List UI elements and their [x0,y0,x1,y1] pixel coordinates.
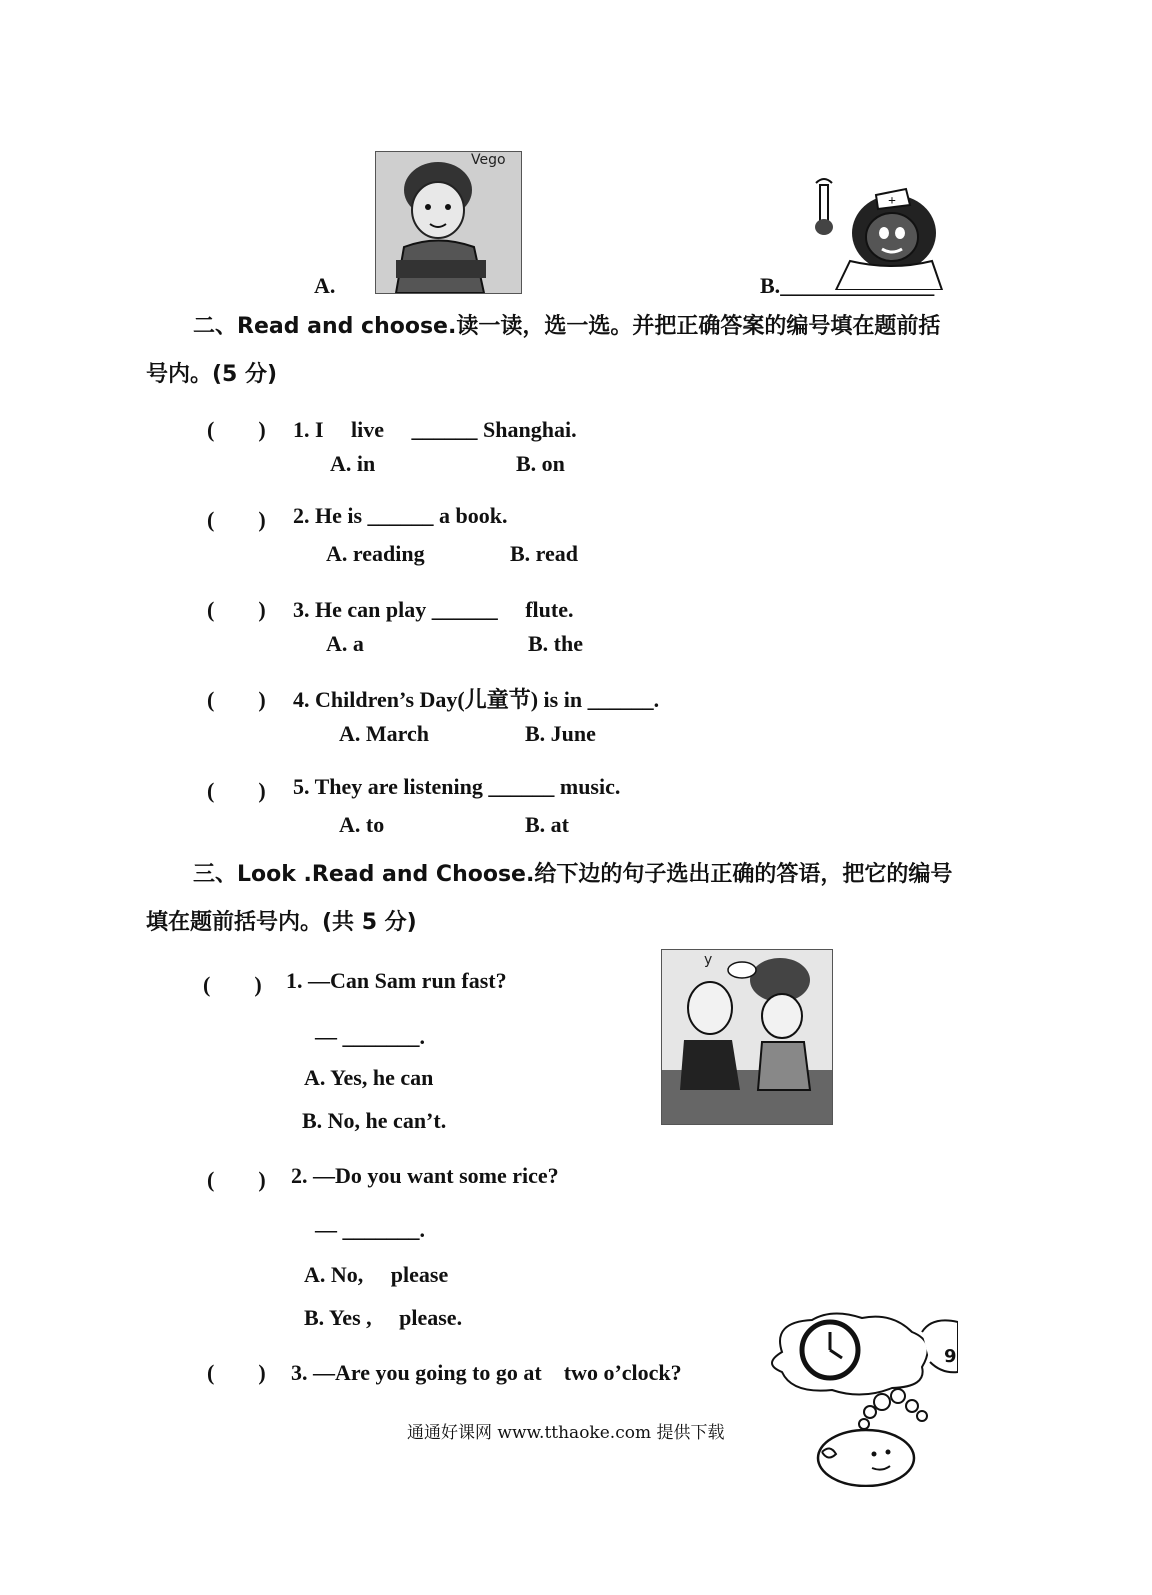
s2-q5-option-b: B. at [525,812,569,837]
s3-q2-answer-blank: — _______. [315,1217,425,1242]
s3-q3-stem: 3. —Are you going to go at two o’clock? [291,1360,682,1385]
s2-q2-paren: ( ) [207,507,266,532]
svg-text:9: 9 [944,1346,957,1367]
s2-q4-paren: ( ) [207,687,266,712]
s2-q1-paren: ( ) [207,417,266,442]
s3-q1-paren: ( ) [203,972,262,997]
picture-a-label: A. [314,273,336,298]
svg-text:y: y [704,952,713,968]
s3-q1-answer-blank: — _______. [315,1024,425,1049]
s2-q5-stem: 5. They are listening ______ music. [293,774,621,799]
s2-q3-stem: 3. He can play ______ flute. [293,597,574,622]
s2-q1-option-b: B. on [516,451,565,476]
s2-q1-option-a: A. in [330,451,376,476]
s3-q2-option-a: A. No, please [304,1262,449,1287]
s3-q1-option-b: B. No, he can’t. [302,1108,447,1133]
s2-q1-stem: 1. I live ______ Shanghai. [293,417,577,442]
s2-q5-paren: ( ) [207,778,266,803]
svg-text:+: + [888,194,896,209]
section3-heading-line2: 填在题前括号内。(共 5 分) [146,910,417,935]
s3-q1-stem: 1. —Can Sam run fast? [286,968,507,993]
cook-girl-picture [375,151,522,294]
s2-q3-paren: ( ) [207,597,266,622]
s3-q2-stem: 2. —Do you want some rice? [291,1163,559,1188]
s2-q5-option-a: A. to [339,812,385,837]
s2-q2-stem: 2. He is ______ a book. [293,503,508,528]
picture-b-label [760,273,934,299]
picture-b-answer-blank: ______________ [780,273,935,298]
s2-q4-stem: 4. Children’s Day(儿童节) is in ______. [293,687,660,712]
s2-q2-option-b: B. read [510,541,579,566]
section2-heading-line1: 二、Read and choose.读一读，选一选。并把正确答案的编号填在题前括 [193,314,941,339]
svg-text:Vego: Vego [471,152,506,168]
cook-girl-illustration [376,152,521,293]
s3-q2-option-b: B. Yes , please. [304,1305,463,1330]
s2-q4-option-a: A. March [339,721,430,746]
s2-q3-option-a: A. a [326,631,364,656]
s3-q2-paren: ( ) [207,1167,266,1192]
section3-heading-line1: 三、Look .Read and Choose.给下边的句子选出正确的答语，把它的编号 [193,862,953,887]
s2-q3-option-b: B. the [528,631,583,656]
section2-heading-line2: 号内。(5 分) [146,362,278,387]
footer-source-text: 通通好课网 www.tthaoke.com 提供下载 [407,1423,725,1443]
s3-q1-option-a: A. Yes, he can [304,1065,434,1090]
clock-thought-picture [762,1312,958,1487]
s2-q2-option-a: A. reading [326,541,425,566]
s3-q3-paren: ( ) [207,1360,266,1385]
running-boys-picture [661,949,833,1125]
s2-q4-option-b: B. June [525,721,596,746]
clock-thought-illustration [762,1312,958,1487]
running-boys-illustration [662,950,832,1124]
picture-b-letter: B. [760,273,781,298]
